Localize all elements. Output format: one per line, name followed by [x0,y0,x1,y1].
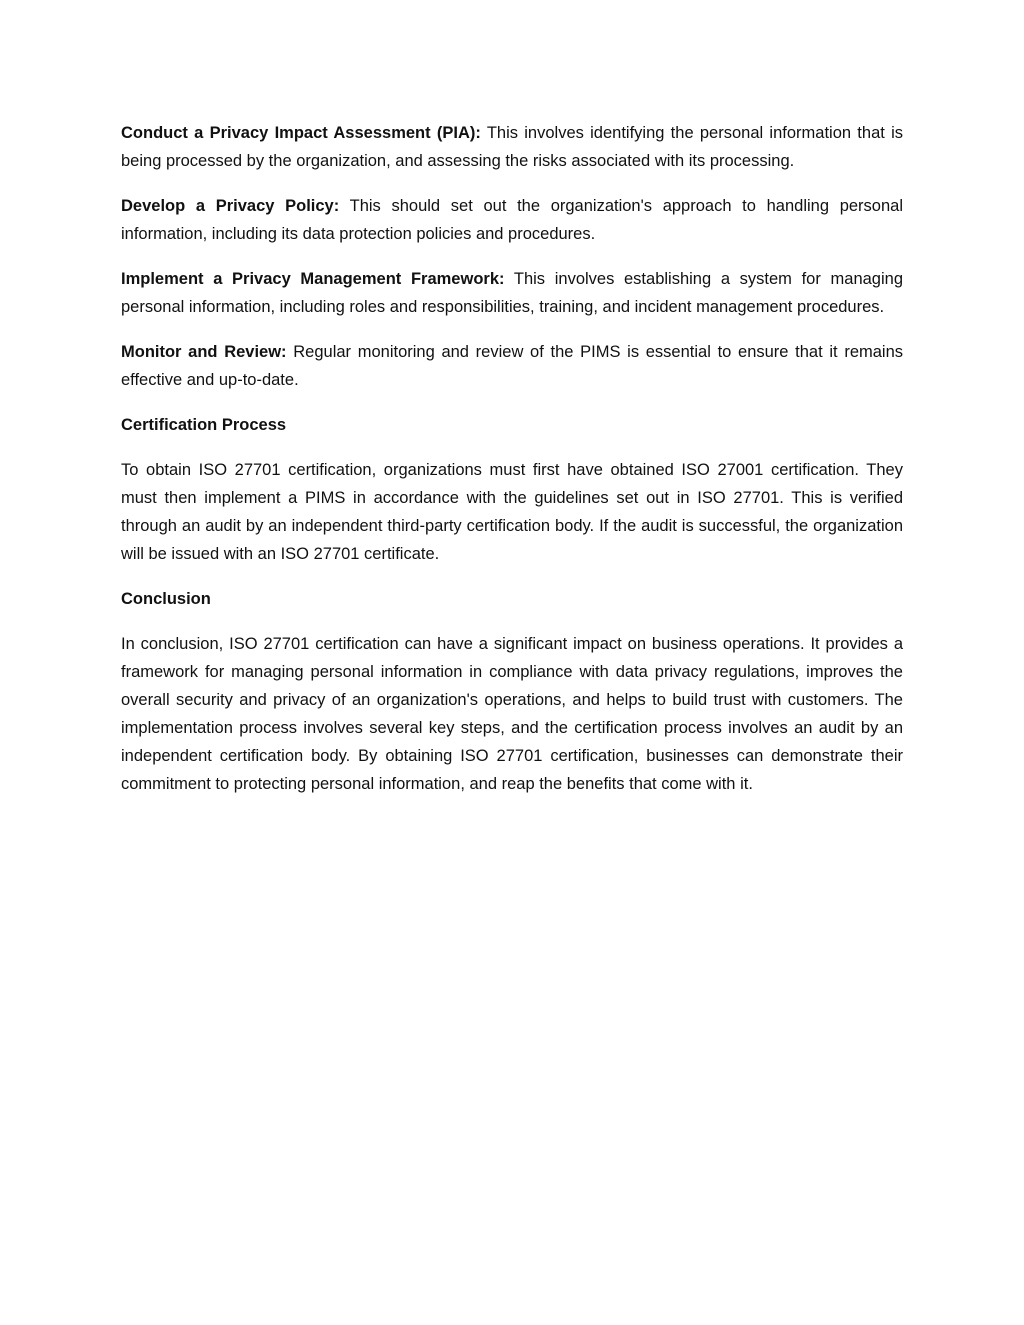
document-page [121,119,903,815]
certification-body: To obtain ISO 27701 certification, organizations must first have obtained ISO 27001 certification. They must then implement a PIMS in accordance with the guidelines set out in ISO 27701. This is verified through an audit by an independent third-party certification body. If the audit is successful, the organization will be issued with an ISO 27701 certificate. [121,461,903,563]
step-monitor-review [121,338,903,394]
step-framework [121,265,903,321]
step-pia [121,119,903,175]
step-privacy-policy-text: This should set out the organization's approach to handling personal information, including its data protection policies and procedures. [121,197,903,243]
conclusion-heading: Conclusion [121,590,211,608]
step-pia-text: This involves identifying the personal information that is being processed by the organization, and assessing the risks associated with its processing. [121,124,904,170]
step-framework-lead: Implement a Privacy Management Framework: [121,270,505,288]
step-privacy-policy-lead: Develop a Privacy Policy: [121,197,340,215]
step-monitor-review-text: Regular monitoring and review of the PIMS is essential to ensure that it remains effective and up-to-date. [121,343,904,389]
step-privacy-policy [121,192,903,248]
step-monitor-review-lead: Monitor and Review: [121,343,287,361]
certification-heading: Certification Process [121,416,287,434]
conclusion-body: In conclusion, ISO 27701 certification can have a significant impact on business operations. It provides a framework for managing personal information in compliance with data privacy regulations, improves the overall security and privacy of an organization's operations, and helps to build trust with customers. The implementation process involves several key steps, and the certification process involves an audit by an independent certification body. By obtaining ISO 27701 certification, businesses can demonstrate their commitment to protecting personal information, and reap the benefits that come with it. [121,635,903,793]
step-framework-text: This involves establishing a system for managing personal information, including roles and responsibilities, training, and incident management procedures. [121,270,903,316]
step-pia-lead: Conduct a Privacy Impact Assessment (PIA): [121,124,481,142]
